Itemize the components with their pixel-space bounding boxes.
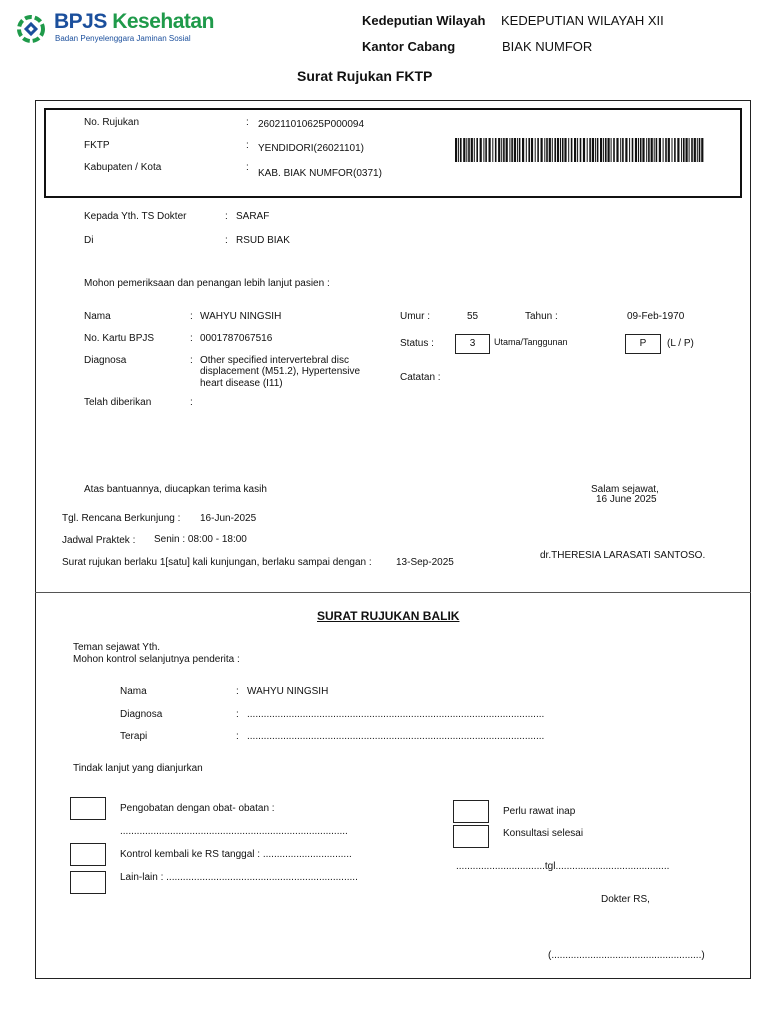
barcode-bar	[580, 138, 582, 162]
rawat-inap-label: Perlu rawat inap	[503, 806, 576, 817]
kepada-label: Kepada Yth. TS Dokter	[84, 211, 187, 222]
balik-title: SURAT RUJUKAN BALIK	[317, 609, 460, 623]
di-value: RSUD BIAK	[236, 235, 290, 246]
umur-value: 55	[467, 311, 479, 322]
barcode-bar	[564, 138, 566, 162]
diagnosa-line-2: displacement (M51.2), Hypertensive	[200, 366, 361, 377]
barcode-bar	[620, 138, 621, 162]
dokter-rs-label: Dokter RS,	[601, 894, 650, 905]
barcode-bar	[514, 138, 516, 162]
colon: :	[246, 140, 249, 151]
nama-label: Nama	[84, 311, 111, 322]
barcode-bar	[665, 138, 667, 162]
no-rujukan-value: 260211010625P000094	[258, 119, 365, 130]
colon: :	[236, 709, 239, 720]
diagnosa-line-1: Other specified intervertebral disc	[200, 355, 349, 366]
barcode-image	[455, 138, 705, 162]
colon: :	[190, 397, 193, 408]
barcode-bar	[485, 138, 487, 162]
berlaku-text: Surat rujukan berlaku 1[satu] kali kunjungan, berlaku sampai dengan :	[62, 557, 372, 568]
catatan-label: Catatan :	[400, 372, 441, 383]
lain-label: Lain-lain : .....................................................................	[120, 872, 358, 883]
barcode-bar	[522, 138, 524, 162]
colon: :	[190, 333, 193, 344]
barcode-bar	[686, 138, 688, 162]
barcode-bar	[571, 138, 573, 162]
barcode-bar	[589, 138, 591, 162]
logo-text	[54, 10, 214, 34]
barcode-bar	[595, 138, 596, 162]
barcode-bar	[674, 138, 676, 162]
barcode-bar	[526, 138, 527, 162]
barcode-bar	[654, 138, 655, 162]
barcode-bar	[455, 138, 457, 162]
balik-nama-value: WAHYU NINGSIH	[247, 686, 329, 697]
barcode-bar	[605, 138, 607, 162]
doctor-name: dr.THERESIA LARASATI SANTOSO.	[540, 550, 706, 561]
thanks-text: Atas bantuannya, diucapkan terima kasih	[84, 484, 267, 495]
request-text: Mohon pemeriksaan dan penangan lebih lanjut pasien :	[84, 278, 330, 289]
barcode-bar	[701, 138, 703, 162]
barcode-bar	[460, 138, 462, 162]
barcode-bar	[498, 138, 500, 162]
colon: :	[236, 686, 239, 697]
obat-dots[interactable]: ..................................................................................	[120, 826, 348, 837]
tindak-label: Tindak lanjut yang dianjurkan	[73, 763, 203, 774]
di-label: Di	[84, 235, 94, 246]
barcode-bar	[546, 138, 548, 162]
barcode-bar	[535, 138, 536, 162]
diberikan-label: Telah diberikan	[84, 397, 152, 408]
kabupaten-label: Kabupaten / Kota	[84, 162, 162, 173]
fktp-value: YENDIDORI(26021101)	[258, 143, 364, 154]
balik-terapi-dots[interactable]: ...........................................................................................................	[247, 731, 545, 742]
page-title: Surat Rujukan FKTP	[297, 68, 433, 84]
salam-date: 16 June 2025	[596, 494, 657, 505]
barcode-bar	[668, 138, 670, 162]
no-rujukan-label: No. Rujukan	[84, 117, 140, 128]
barcode-bar	[635, 138, 637, 162]
barcode-bar	[691, 138, 693, 162]
barcode-bar	[672, 138, 673, 162]
barcode-bar	[651, 138, 653, 162]
colon: :	[246, 162, 249, 173]
status-value-box: 3	[455, 334, 490, 354]
barcode-bar	[554, 138, 556, 162]
barcode-bar	[509, 138, 510, 162]
barcode-bar	[562, 138, 564, 162]
kartu-value: 0001787067516	[200, 333, 273, 344]
barcode-bar	[568, 138, 569, 162]
barcode-bar	[544, 138, 545, 162]
diagnosa-label: Diagnosa	[84, 355, 127, 366]
rawat-inap-checkbox[interactable]	[453, 800, 489, 823]
obat-label: Pengobatan dengan obat- obatan :	[120, 803, 275, 814]
barcode-bar	[608, 138, 610, 162]
barcode-bar	[466, 138, 467, 162]
rencana-value: 16-Jun-2025	[200, 513, 257, 524]
barcode-bar	[699, 138, 701, 162]
barcode-bar	[611, 138, 612, 162]
sex-desc: (L / P)	[667, 338, 694, 349]
barcode-bar	[616, 138, 618, 162]
balik-request: Mohon kontrol selanjutnya penderita :	[73, 654, 240, 665]
section-divider	[35, 592, 751, 593]
barcode-bar	[677, 138, 679, 162]
barcode-bar	[463, 138, 465, 162]
balik-terapi-label: Terapi	[120, 731, 148, 742]
barcode-bar	[549, 138, 551, 162]
status-label: Status :	[400, 338, 434, 349]
barcode-bar	[519, 138, 521, 162]
barcode-bar	[597, 138, 599, 162]
colon: :	[225, 235, 228, 246]
tgl-line[interactable]: ................................tgl.........................................	[456, 861, 670, 872]
barcode-bar	[600, 138, 602, 162]
barcode-bar	[683, 138, 685, 162]
barcode-bar	[506, 138, 508, 162]
cabang-label: Kantor Cabang	[362, 39, 456, 54]
barcode-bar	[663, 138, 664, 162]
barcode-bar	[458, 138, 459, 162]
colon: :	[246, 117, 249, 128]
barcode-bar	[537, 138, 539, 162]
barcode-bar	[629, 138, 630, 162]
barcode-bar	[574, 138, 576, 162]
status-desc: Utama/Tanggunan	[494, 337, 568, 347]
barcode-bar	[622, 138, 624, 162]
barcode-bar	[648, 138, 650, 162]
barcode-bar	[528, 138, 530, 162]
bpjs-logo-icon	[17, 14, 45, 44]
form-frame	[35, 100, 751, 979]
barcode-bar	[642, 138, 644, 162]
wilayah-value: KEDEPUTIAN WILAYAH XII	[501, 13, 664, 28]
barcode-bar	[689, 138, 690, 162]
sex-value-box: P	[625, 334, 661, 354]
barcode-bar	[476, 138, 478, 162]
umur-label: Umur :	[400, 311, 430, 322]
diagnosa-line-3: heart disease (I11)	[200, 378, 283, 389]
tahun-value: 09-Feb-1970	[627, 311, 685, 322]
kepada-value: SARAF	[236, 211, 270, 222]
barcode-bar	[681, 138, 682, 162]
barcode-bar	[583, 138, 585, 162]
barcode-bar	[468, 138, 470, 162]
obat-checkbox[interactable]	[70, 797, 106, 820]
logo-kesehatan: Kesehatan	[112, 10, 214, 33]
barcode-bar	[541, 138, 543, 162]
kontrol-label: Kontrol kembali ke RS tanggal : ................................	[120, 849, 352, 860]
barcode-bar	[694, 138, 696, 162]
barcode-bar	[560, 138, 561, 162]
lain-checkbox[interactable]	[70, 871, 106, 894]
barcode-bar	[489, 138, 491, 162]
nama-value: WAHYU NINGSIH	[200, 311, 282, 322]
barcode-bar	[656, 138, 658, 162]
fktp-label: FKTP	[84, 140, 110, 151]
barcode-bar	[474, 138, 475, 162]
barcode-bar	[603, 138, 604, 162]
rencana-label: Tgl. Rencana Berkunjung :	[62, 513, 181, 524]
konsultasi-label: Konsultasi selesai	[503, 828, 584, 839]
kartu-label: No. Kartu BPJS	[84, 333, 155, 344]
colon: :	[225, 211, 228, 222]
salam-text: Salam sejawat,	[591, 484, 659, 495]
balik-diagnosa-label: Diagnosa	[120, 709, 163, 720]
kontrol-checkbox[interactable]	[70, 843, 106, 866]
jadwal-label: Jadwal Praktek :	[62, 535, 136, 546]
barcode-bar	[471, 138, 473, 162]
barcode-bar	[511, 138, 513, 162]
barcode-bar	[646, 138, 647, 162]
barcode-bar	[480, 138, 482, 162]
barcode-bar	[492, 138, 493, 162]
barcode-bar	[659, 138, 661, 162]
berlaku-value: 13-Sep-2025	[396, 557, 454, 568]
barcode-bar	[483, 138, 484, 162]
balik-greeting: Teman sejawat Yth.	[73, 642, 161, 653]
barcode-bar	[587, 138, 588, 162]
kabupaten-value: KAB. BIAK NUMFOR(0371)	[258, 168, 382, 179]
signature-line[interactable]: (......................................................)	[548, 950, 705, 961]
cabang-value: BIAK NUMFOR	[502, 39, 593, 54]
barcode-bar	[638, 138, 639, 162]
colon: :	[236, 731, 239, 742]
barcode-bar	[552, 138, 553, 162]
logo-tagline: Badan Penyelenggara Jaminan Sosial	[55, 34, 191, 43]
logo-bpjs: BPJS	[54, 10, 107, 33]
barcode-bar	[495, 138, 497, 162]
barcode-bar	[640, 138, 642, 162]
jadwal-value: Senin : 08:00 - 18:00	[154, 534, 247, 545]
barcode-bar	[557, 138, 559, 162]
barcode-bar	[613, 138, 615, 162]
barcode-bar	[531, 138, 533, 162]
colon: :	[190, 311, 193, 322]
konsultasi-checkbox[interactable]	[453, 825, 489, 848]
wilayah-label: Kedeputian Wilayah	[362, 13, 486, 28]
colon: :	[190, 355, 193, 366]
balik-diagnosa-dots[interactable]: ...........................................................................................................	[247, 709, 545, 720]
barcode-bar	[577, 138, 578, 162]
tahun-label: Tahun :	[525, 311, 558, 322]
barcode-bar	[625, 138, 627, 162]
barcode-bar	[697, 138, 698, 162]
barcode-bar	[503, 138, 505, 162]
barcode-bar	[632, 138, 634, 162]
barcode-bar	[592, 138, 594, 162]
barcode-bar	[501, 138, 502, 162]
barcode-bar	[517, 138, 518, 162]
balik-nama-label: Nama	[120, 686, 147, 697]
